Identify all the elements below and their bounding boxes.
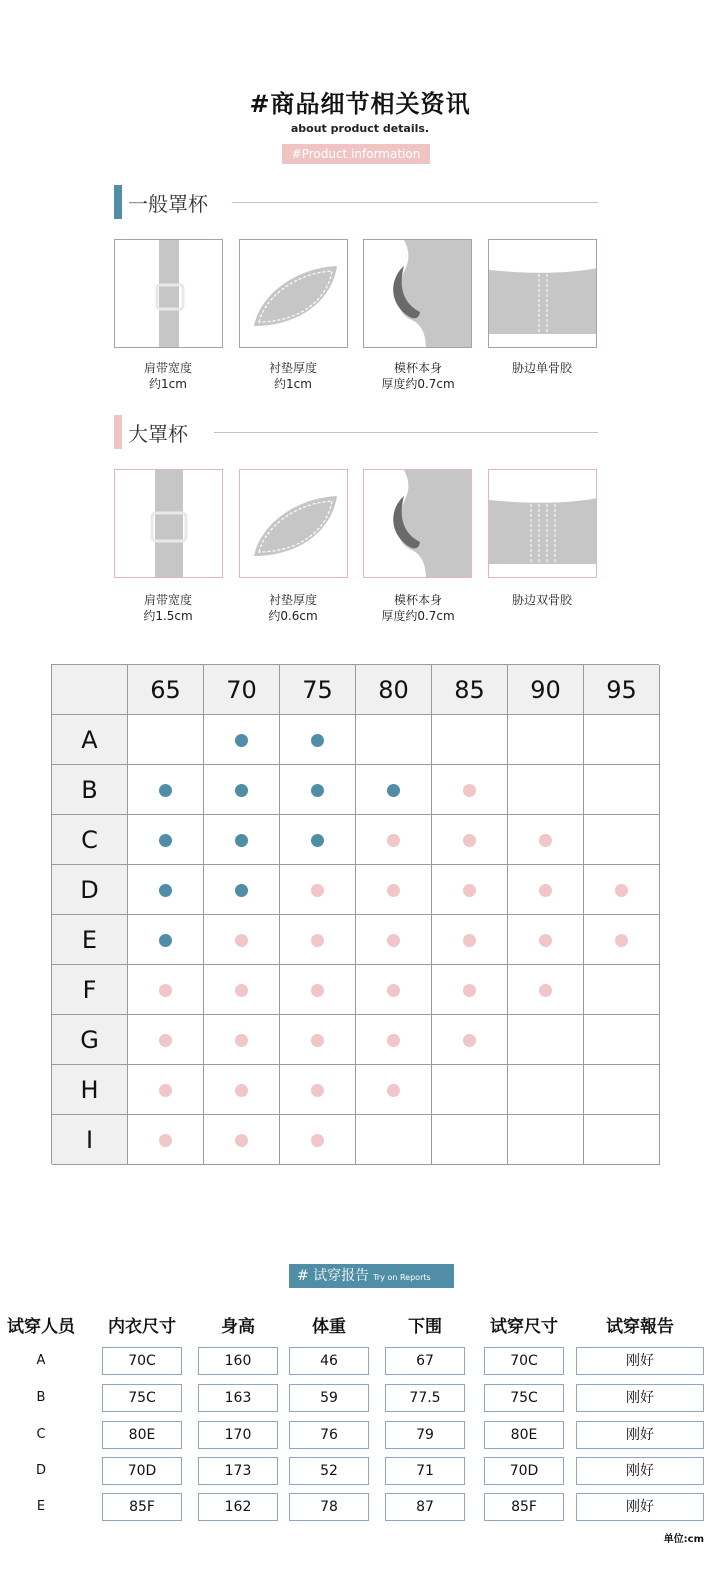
grid-cell: [508, 1065, 584, 1115]
grid-cell: [204, 915, 280, 965]
section-large-title: 大罩杯: [128, 422, 188, 446]
item-caption: 衬垫厚度 约0.6cm: [268, 593, 318, 623]
grid-column-header: 70: [204, 665, 280, 715]
available-dot-pink: [311, 1084, 324, 1097]
grid-cell: [280, 1115, 356, 1165]
item-caption: 模杯本身 厚度约0.7cm: [381, 361, 455, 391]
available-dot-blue: [235, 884, 248, 897]
grid-row-header: F: [52, 965, 128, 1015]
grid-cell: [356, 1115, 432, 1165]
report-person-label: A: [36, 1353, 46, 1368]
pad-icon: [239, 469, 348, 578]
grid-cell: [432, 1115, 508, 1165]
available-dot-pink: [615, 884, 628, 897]
available-dot-pink: [539, 884, 552, 897]
available-dot-pink: [463, 984, 476, 997]
report-value-cell: 刚好: [576, 1493, 704, 1521]
report-value-cell: 80E: [102, 1421, 182, 1449]
report-value-cell: 70C: [102, 1347, 182, 1375]
report-value-cell: 76: [289, 1421, 369, 1449]
report-person-label: D: [35, 1463, 46, 1478]
grid-cell: [204, 865, 280, 915]
report-value-cell: 46: [289, 1347, 369, 1375]
available-dot-blue: [159, 834, 172, 847]
grid-column-header: 65: [128, 665, 204, 715]
grid-cell: [432, 865, 508, 915]
grid-cell: [128, 865, 204, 915]
grid-cell: [432, 815, 508, 865]
report-column-header: 内衣尺寸: [108, 1317, 176, 1337]
grid-cell: [584, 765, 660, 815]
grid-row-header: A: [52, 715, 128, 765]
grid-cell: [128, 965, 204, 1015]
section-marker: [114, 185, 122, 219]
available-dot-pink: [387, 1084, 400, 1097]
report-column-header: 下围: [408, 1317, 442, 1337]
report-value-cell: 67: [385, 1347, 465, 1375]
item-caption: 肩带宽度 约1cm: [143, 361, 192, 391]
report-value-cell: 52: [289, 1457, 369, 1485]
report-value-cell: 85F: [102, 1493, 182, 1521]
grid-cell: [508, 765, 584, 815]
available-dot-pink: [463, 834, 476, 847]
grid-cell: [584, 865, 660, 915]
available-dot-pink: [159, 1084, 172, 1097]
grid-column-header: 75: [280, 665, 356, 715]
grid-row-header: C: [52, 815, 128, 865]
item-caption: 肩带宽度 约1.5cm: [143, 593, 193, 623]
grid-cell: [584, 965, 660, 1015]
grid-cell: [432, 765, 508, 815]
size-grid: [51, 664, 659, 1164]
grid-column-header: 85: [432, 665, 508, 715]
grid-cell: [128, 1115, 204, 1165]
available-dot-pink: [387, 1034, 400, 1047]
available-dot-pink: [235, 934, 248, 947]
grid-cell: [204, 715, 280, 765]
grid-cell: [128, 1015, 204, 1065]
grid-cell: [204, 1065, 280, 1115]
grid-column-header: 80: [356, 665, 432, 715]
report-value-cell: 173: [198, 1457, 278, 1485]
grid-row-header: E: [52, 915, 128, 965]
grid-cell: [128, 1065, 204, 1115]
grid-cell: [584, 1065, 660, 1115]
available-dot-pink: [311, 1134, 324, 1147]
divider: [214, 432, 598, 433]
section-large-header: [114, 415, 598, 449]
grid-cell: [356, 1065, 432, 1115]
available-dot-blue: [159, 784, 172, 797]
grid-cell: [356, 715, 432, 765]
available-dot-pink: [311, 984, 324, 997]
report-value-cell: 刚好: [576, 1347, 704, 1375]
available-dot-pink: [463, 934, 476, 947]
grid-cell: [508, 815, 584, 865]
report-column-header: 试穿尺寸: [490, 1317, 558, 1337]
report-column-header: 试穿報告: [606, 1317, 674, 1337]
grid-cell: [356, 865, 432, 915]
side-single-bone-icon: [488, 239, 597, 348]
available-dot-pink: [235, 1084, 248, 1097]
grid-row-header: I: [52, 1115, 128, 1165]
grid-cell: [356, 915, 432, 965]
report-column-header: 身高: [221, 1317, 255, 1337]
grid-cell: [280, 715, 356, 765]
report-person-label: B: [36, 1390, 46, 1405]
grid-cell: [204, 965, 280, 1015]
available-dot-blue: [311, 734, 324, 747]
grid-cell: [204, 1115, 280, 1165]
grid-cell: [432, 965, 508, 1015]
available-dot-pink: [235, 1034, 248, 1047]
report-person-label: C: [36, 1427, 46, 1442]
available-dot-pink: [387, 884, 400, 897]
available-dot-blue: [235, 784, 248, 797]
grid-cell: [584, 815, 660, 865]
available-dot-pink: [387, 984, 400, 997]
report-value-cell: 75C: [484, 1384, 564, 1412]
item-caption: 胁边单骨胶: [511, 361, 572, 375]
section-normal-title: 一般罩杯: [128, 192, 208, 216]
product-information-badge: #Product information: [282, 144, 430, 164]
grid-cell: [280, 815, 356, 865]
grid-cell: [432, 1065, 508, 1115]
available-dot-pink: [539, 834, 552, 847]
grid-cell: [508, 915, 584, 965]
available-dot-pink: [159, 1034, 172, 1047]
report-value-cell: 87: [385, 1493, 465, 1521]
report-value-cell: 刚好: [576, 1384, 704, 1412]
report-value-cell: 71: [385, 1457, 465, 1485]
report-person-label: E: [36, 1499, 46, 1514]
available-dot-pink: [311, 934, 324, 947]
available-dot-pink: [615, 934, 628, 947]
grid-cell: [204, 815, 280, 865]
report-value-cell: 170: [198, 1421, 278, 1449]
grid-row-header: D: [52, 865, 128, 915]
available-dot-pink: [539, 984, 552, 997]
grid-cell: [432, 715, 508, 765]
strap-icon: [114, 239, 223, 348]
grid-cell: [280, 865, 356, 915]
grid-column-header: 90: [508, 665, 584, 715]
cup-icon: [363, 469, 472, 578]
item-caption: 胁边双骨胶: [511, 593, 572, 607]
item-caption: 模杯本身 厚度约0.7cm: [381, 593, 455, 623]
section-normal-header: [114, 185, 598, 219]
available-dot-pink: [235, 1134, 248, 1147]
grid-cell: [204, 765, 280, 815]
available-dot-pink: [387, 934, 400, 947]
cup-icon: [363, 239, 472, 348]
grid-cell: [584, 1015, 660, 1065]
grid-cell: [508, 865, 584, 915]
report-value-cell: 85F: [484, 1493, 564, 1521]
available-dot-pink: [463, 784, 476, 797]
report-value-cell: 70D: [484, 1457, 564, 1485]
report-column-header: 体重: [312, 1317, 346, 1337]
grid-cell: [432, 915, 508, 965]
grid-cell: [584, 1115, 660, 1165]
report-column-header: 试穿人员: [7, 1317, 75, 1337]
grid-cell: [128, 765, 204, 815]
grid-cell: [280, 915, 356, 965]
grid-row-header: B: [52, 765, 128, 815]
available-dot-blue: [159, 934, 172, 947]
try-on-report-badge: # 试穿报告 Try on Reports: [289, 1264, 454, 1288]
strap-icon: [114, 469, 223, 578]
grid-row-header: G: [52, 1015, 128, 1065]
report-value-cell: 59: [289, 1384, 369, 1412]
available-dot-blue: [235, 734, 248, 747]
report-value-cell: 80E: [484, 1421, 564, 1449]
grid-cell: [356, 965, 432, 1015]
section-marker: [114, 415, 122, 449]
available-dot-pink: [539, 934, 552, 947]
report-value-cell: 刚好: [576, 1457, 704, 1485]
grid-cell: [280, 765, 356, 815]
available-dot-pink: [235, 984, 248, 997]
grid-cell: [356, 815, 432, 865]
report-value-cell: 75C: [102, 1384, 182, 1412]
grid-cell: [356, 1015, 432, 1065]
grid-row-header: H: [52, 1065, 128, 1115]
report-value-cell: 160: [198, 1347, 278, 1375]
page-title: #商品细节相关资讯: [249, 90, 471, 118]
grid-cell: [280, 1015, 356, 1065]
report-value-cell: 162: [198, 1493, 278, 1521]
report-value-cell: 79: [385, 1421, 465, 1449]
available-dot-pink: [159, 1134, 172, 1147]
report-value-cell: 77.5: [385, 1384, 465, 1412]
grid-cell: [508, 965, 584, 1015]
grid-cell: [204, 1015, 280, 1065]
available-dot-pink: [159, 984, 172, 997]
page-subtitle: about product details.: [290, 122, 430, 135]
grid-cell: [356, 765, 432, 815]
available-dot-blue: [159, 884, 172, 897]
available-dot-blue: [235, 834, 248, 847]
available-dot-pink: [387, 834, 400, 847]
grid-cell: [508, 715, 584, 765]
report-value-cell: 163: [198, 1384, 278, 1412]
report-value-cell: 刚好: [576, 1421, 704, 1449]
grid-cell: [128, 915, 204, 965]
available-dot-pink: [463, 884, 476, 897]
side-double-bone-icon: [488, 469, 597, 578]
pad-icon: [239, 239, 348, 348]
grid-corner-cell: [52, 665, 128, 715]
available-dot-pink: [463, 1034, 476, 1047]
report-value-cell: 78: [289, 1493, 369, 1521]
available-dot-pink: [311, 884, 324, 897]
grid-cell: [128, 715, 204, 765]
grid-cell: [508, 1115, 584, 1165]
grid-cell: [280, 965, 356, 1015]
grid-cell: [584, 715, 660, 765]
available-dot-blue: [311, 834, 324, 847]
grid-cell: [280, 1065, 356, 1115]
grid-cell: [508, 1015, 584, 1065]
available-dot-blue: [387, 784, 400, 797]
unit-note: 单位:cm: [663, 1534, 704, 1545]
grid-cell: [128, 815, 204, 865]
grid-cell: [432, 1015, 508, 1065]
available-dot-blue: [311, 784, 324, 797]
grid-column-header: 95: [584, 665, 660, 715]
item-caption: 衬垫厚度 约1cm: [268, 361, 317, 391]
report-value-cell: 70D: [102, 1457, 182, 1485]
grid-cell: [584, 915, 660, 965]
available-dot-pink: [311, 1034, 324, 1047]
divider: [232, 202, 598, 203]
report-value-cell: 70C: [484, 1347, 564, 1375]
